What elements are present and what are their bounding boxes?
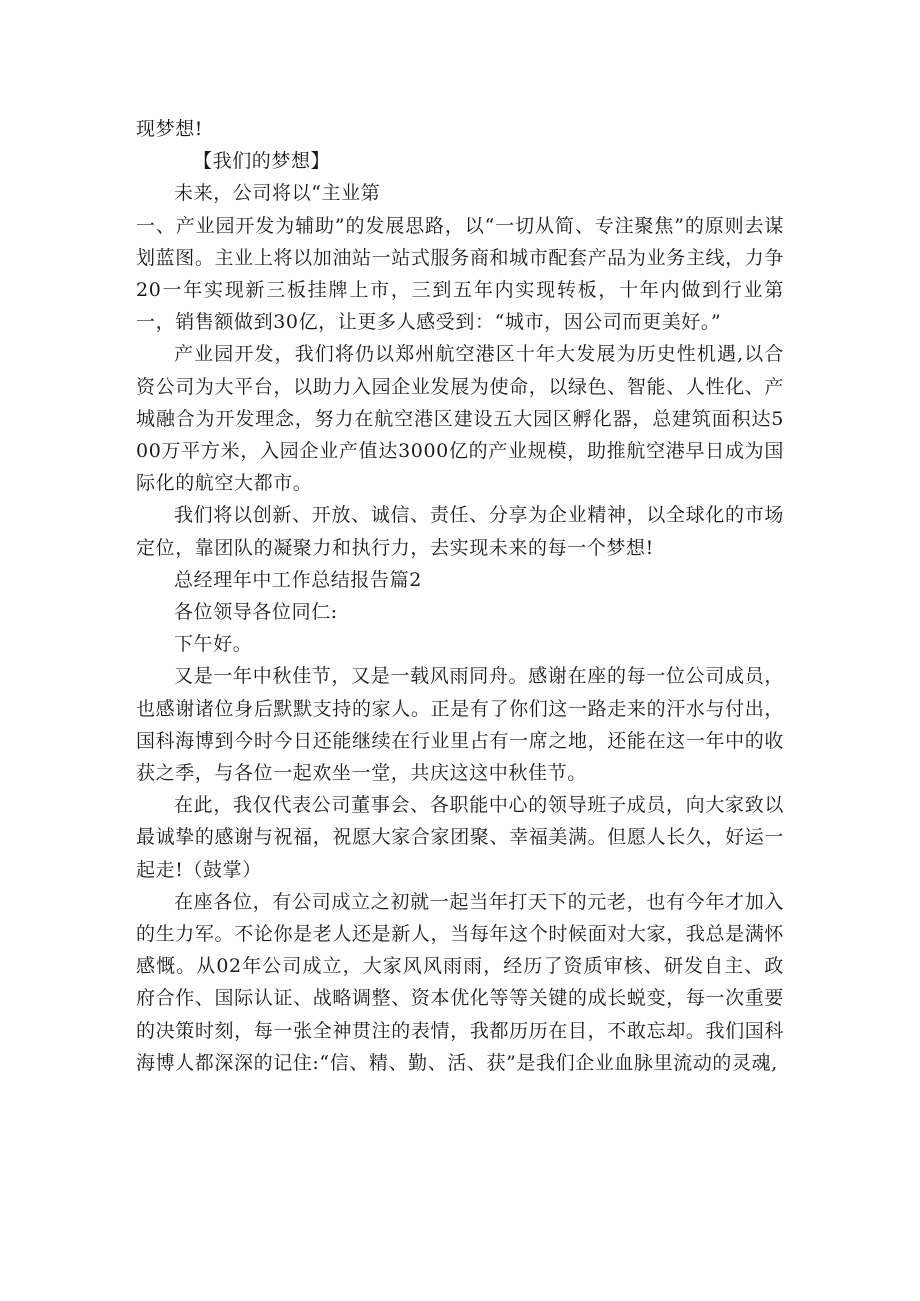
paragraph-dream-ending: 现梦想! (136, 118, 204, 140)
paragraph-history: 在座各位，有公司成立之初就一起当年打天下的元老，也有今年才加入的生力军。不论你是老人还是新人，当每年这个时候面对大家，我总是满怀感慨。从02年公司成立，大家风风雨雨，经历了资质审核、研发自主、政府合作、国际认证、战略调整、资本优化等等关键的成长蜕变，每一次重要的决策时刻，每一张全神贯注的表情，我都历历在目，不敢忘却。我们国科海博人都深深的记住:“信、精、勤、活、获”是我们企业血脉里流动的灵魂, (136, 890, 784, 1074)
paragraph-thanks: 在此，我仅代表公司董事会、各职能中心的领导班子成员，向大家致以最诚挚的感谢与祝福，祝愿大家合家团聚、幸福美满。但愿人长久，好运一起走!（鼓掌） (136, 794, 784, 881)
paragraph-enterprise-spirit: 我们将以创新、开放、诚信、责任、分享为企业精神，以全球化的市场定位，靠团队的凝聚力和执行力，去实现未来的每一个梦想! (136, 504, 784, 559)
paragraph-industrial-park: 产业园开发，我们将仍以郑州航空港区十年大发展为历史性机遇,以合资公司为大平台，以助力入园企业发展为使命，以绿色、智能、人性化、产城融合为开发理念，努力在航空港区建设五大园区孵化器，总建筑面积达500万平方米，入园企业产值达3000亿的产业规模，助推航空港早日成为国际化的航空大都市。 (136, 343, 784, 495)
paragraph-mid-autumn: 又是一年中秋佳节，又是一载风雨同舟。感谢在座的每一位公司成员，也感谢诸位身后默默支持的家人。正是有了你们这一路走来的汗水与付出，国科海博到今时今日还能继续在行业里占有一席之地，还能在这一年中的收获之季，与各位一起欢坐一堂，共庆这这中秋佳节。 (136, 665, 784, 785)
salutation: 各位领导各位同仁: (174, 601, 338, 624)
section-heading-our-dream: 【我们的梦想】 (193, 150, 331, 173)
greeting: 下午好。 (174, 633, 253, 656)
paragraph-future-intro: 未来，公司将以“主业第 (174, 182, 381, 205)
report-title: 总经理年中工作总结报告篇2 (174, 568, 422, 591)
document-body (136, 113, 784, 1079)
paragraph-main-business: 一、产业园开发为辅助”的发展思路，以“一切从简、专注聚焦”的原则去谋划蓝图。主业上将以加油站一站式服务商和城市配套产品为业务主线，力争20一年实现新三板挂牌上市，三到五年内实现转板，十年内做到行业第一，销售额做到30亿，让更多人感受到：“城市，因公司而更美好。” (136, 214, 784, 334)
